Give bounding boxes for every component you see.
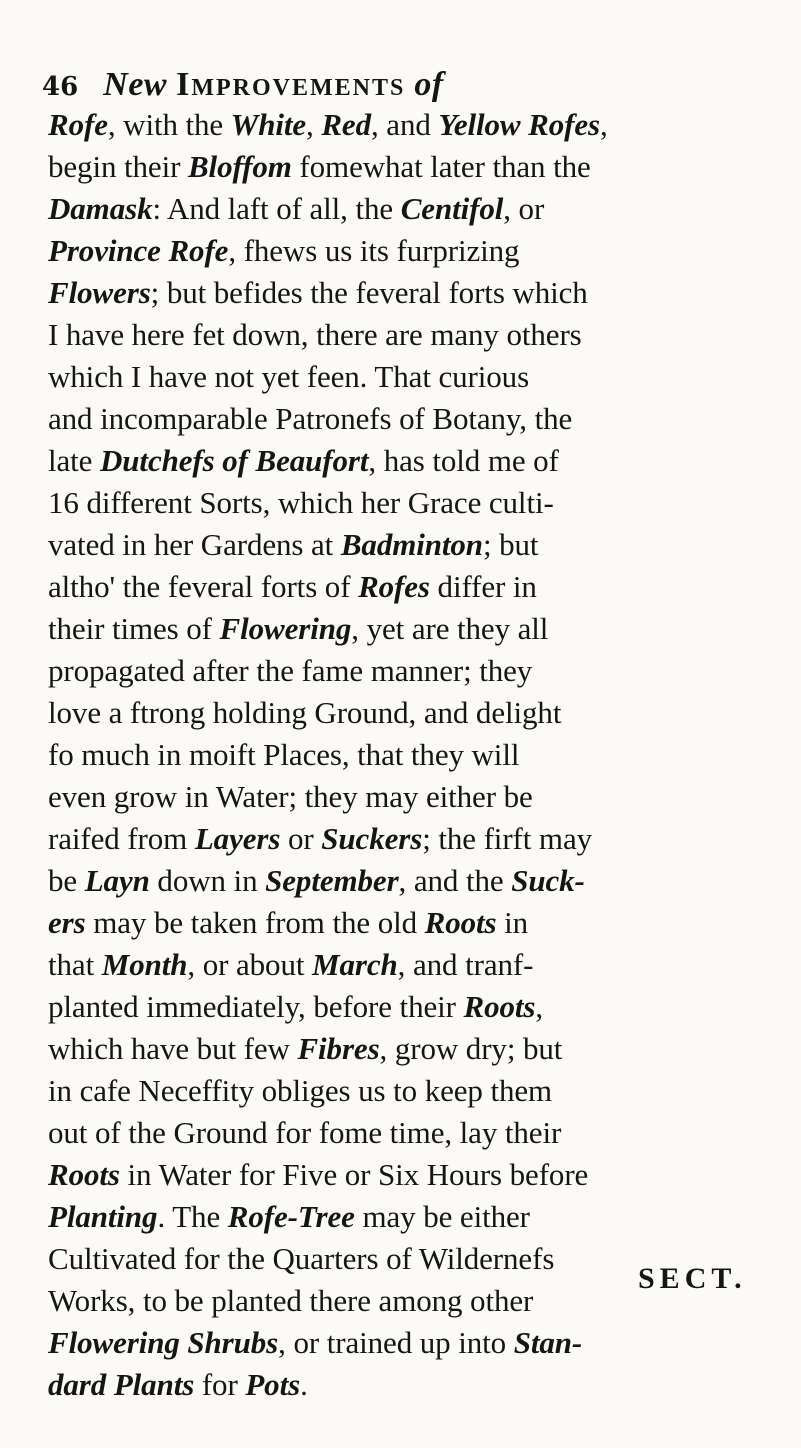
text-line	[48, 650, 794, 692]
text-segment: which have but few	[48, 1031, 298, 1066]
text-line	[48, 902, 794, 944]
text-segment: Works, to be planted there among other	[48, 1283, 534, 1318]
text-segment: vated in her Gardens at	[48, 527, 341, 562]
text-segment: down in	[149, 863, 266, 898]
text-segment: . The	[157, 1199, 228, 1234]
text-segment: , fhews us its furprizing	[228, 233, 520, 268]
running-title-word-new: New	[103, 66, 168, 103]
italic-term: Rofe-Tree	[227, 1199, 355, 1234]
italic-term: Roots	[48, 1157, 120, 1192]
running-title-word-improvements: Improvements	[176, 66, 406, 103]
text-segment: , grow dry; but	[379, 1031, 563, 1066]
text-line	[48, 1112, 794, 1154]
text-segment: or	[280, 821, 322, 856]
text-segment: be	[48, 863, 85, 898]
text-line	[48, 566, 794, 608]
text-line	[48, 776, 794, 818]
italic-term: dard Plants	[48, 1367, 195, 1402]
text-segment: , and	[371, 107, 439, 142]
text-line	[48, 944, 794, 986]
text-line	[48, 692, 794, 734]
text-line	[48, 314, 794, 356]
text-line	[48, 482, 794, 524]
text-line	[48, 608, 794, 650]
italic-term: Month	[101, 947, 188, 982]
text-line	[48, 1154, 794, 1196]
italic-term: Roots	[424, 905, 497, 940]
italic-term: Centifol	[400, 191, 504, 226]
text-segment: 16 different Sorts, which her Grace culti-	[48, 485, 554, 520]
italic-term: Rofes	[358, 569, 430, 604]
text-segment: for	[194, 1367, 246, 1402]
text-segment: propagated after the fame manner; they	[48, 653, 533, 688]
text-segment: ,	[599, 107, 608, 142]
text-segment: love a ftrong holding Ground, and delight	[48, 695, 562, 730]
italic-term: Damask	[48, 191, 153, 226]
text-segment: , and the	[398, 863, 512, 898]
text-segment: out of the Ground for fome time, lay their	[48, 1115, 562, 1150]
catchword: SECT.	[638, 1262, 747, 1295]
text-line	[48, 1322, 794, 1364]
body-text	[48, 104, 794, 1406]
italic-term: September	[265, 863, 399, 898]
italic-term: Stan-	[513, 1325, 583, 1360]
italic-term: Dutchefs of Beaufort	[100, 443, 369, 478]
text-segment: , yet are they all	[351, 611, 549, 646]
text-segment: : And laft of all, the	[152, 191, 401, 226]
text-line	[48, 1196, 794, 1238]
text-segment: even grow in Water; they may either be	[48, 779, 533, 814]
text-segment: ,	[535, 989, 544, 1024]
text-segment: , and tranf-	[397, 947, 534, 982]
text-line	[48, 860, 794, 902]
text-segment: ; but befides the feveral forts which	[150, 275, 588, 310]
italic-term: Bloffom	[187, 149, 292, 184]
text-line	[48, 398, 794, 440]
text-line	[48, 818, 794, 860]
italic-term: Roots	[463, 989, 536, 1024]
italic-term: Suck-	[511, 863, 585, 898]
italic-term: Badminton	[340, 527, 483, 562]
text-segment: may be taken from the old	[85, 905, 425, 940]
italic-term: Suckers	[321, 821, 423, 856]
text-line	[48, 146, 794, 188]
text-segment: their times of	[48, 611, 220, 646]
italic-term: Flowering Shrubs	[48, 1325, 279, 1360]
italic-term: ers	[48, 905, 86, 940]
text-line	[48, 230, 794, 272]
italic-term: Planting	[48, 1199, 158, 1234]
text-line	[48, 524, 794, 566]
italic-term: Red	[321, 107, 371, 142]
text-line	[48, 734, 794, 776]
text-segment: begin their	[48, 149, 188, 184]
italic-term: Layn	[84, 863, 150, 898]
text-segment: in cafe Neceffity obliges us to keep them	[48, 1073, 553, 1108]
italic-term: Flowering	[219, 611, 352, 646]
italic-term: Flowers	[48, 275, 151, 310]
italic-term: Province Rofe	[48, 233, 229, 268]
text-line	[48, 356, 794, 398]
italic-term: Layers	[194, 821, 281, 856]
text-segment: altho' the feveral forts of	[48, 569, 359, 604]
italic-term: Yellow Rofes	[438, 107, 600, 142]
text-segment: differ in	[429, 569, 537, 604]
text-segment: , or	[503, 191, 545, 226]
italic-term: Pots	[245, 1367, 301, 1402]
italic-term: White	[230, 107, 307, 142]
text-segment: ; but	[482, 527, 539, 562]
text-segment: I have here fet down, there are many others	[48, 317, 582, 352]
text-segment: late	[48, 443, 100, 478]
running-title-word-of: of	[414, 66, 444, 103]
running-title	[103, 66, 443, 103]
text-line	[48, 986, 794, 1028]
text-segment: and incomparable Patronefs of Botany, the	[48, 401, 573, 436]
italic-term: March	[312, 947, 398, 982]
text-segment: raifed from	[48, 821, 195, 856]
text-segment: fo much in moift Places, that they will	[48, 737, 520, 772]
text-segment: ; the firft may	[422, 821, 593, 856]
text-segment: , has told me of	[368, 443, 559, 478]
text-line	[48, 272, 794, 314]
italic-term: Fibres	[297, 1031, 380, 1066]
text-segment: in	[496, 905, 529, 940]
text-segment: that	[48, 947, 102, 982]
running-header	[42, 66, 742, 106]
text-segment: ,	[306, 107, 322, 142]
text-line	[48, 1028, 794, 1070]
text-segment: , or trained up into	[278, 1325, 514, 1360]
text-segment: which I have not yet feen. That curious	[48, 359, 530, 394]
text-line	[48, 188, 794, 230]
text-segment: .	[300, 1367, 308, 1402]
text-segment: in Water for Five or Six Hours before	[119, 1157, 589, 1192]
text-line	[48, 104, 794, 146]
text-line	[48, 1070, 794, 1112]
page-number: 46	[42, 72, 79, 102]
text-line	[48, 1364, 794, 1406]
text-segment: planted immediately, before their	[48, 989, 464, 1024]
text-segment: , with the	[107, 107, 231, 142]
text-segment: fomewhat later than the	[291, 149, 591, 184]
italic-term: Rofe	[48, 107, 108, 142]
text-line	[48, 440, 794, 482]
text-segment: , or about	[187, 947, 313, 982]
text-segment: may be either	[354, 1199, 530, 1234]
text-segment: Cultivated for the Quarters of Wildernefs	[48, 1241, 555, 1276]
